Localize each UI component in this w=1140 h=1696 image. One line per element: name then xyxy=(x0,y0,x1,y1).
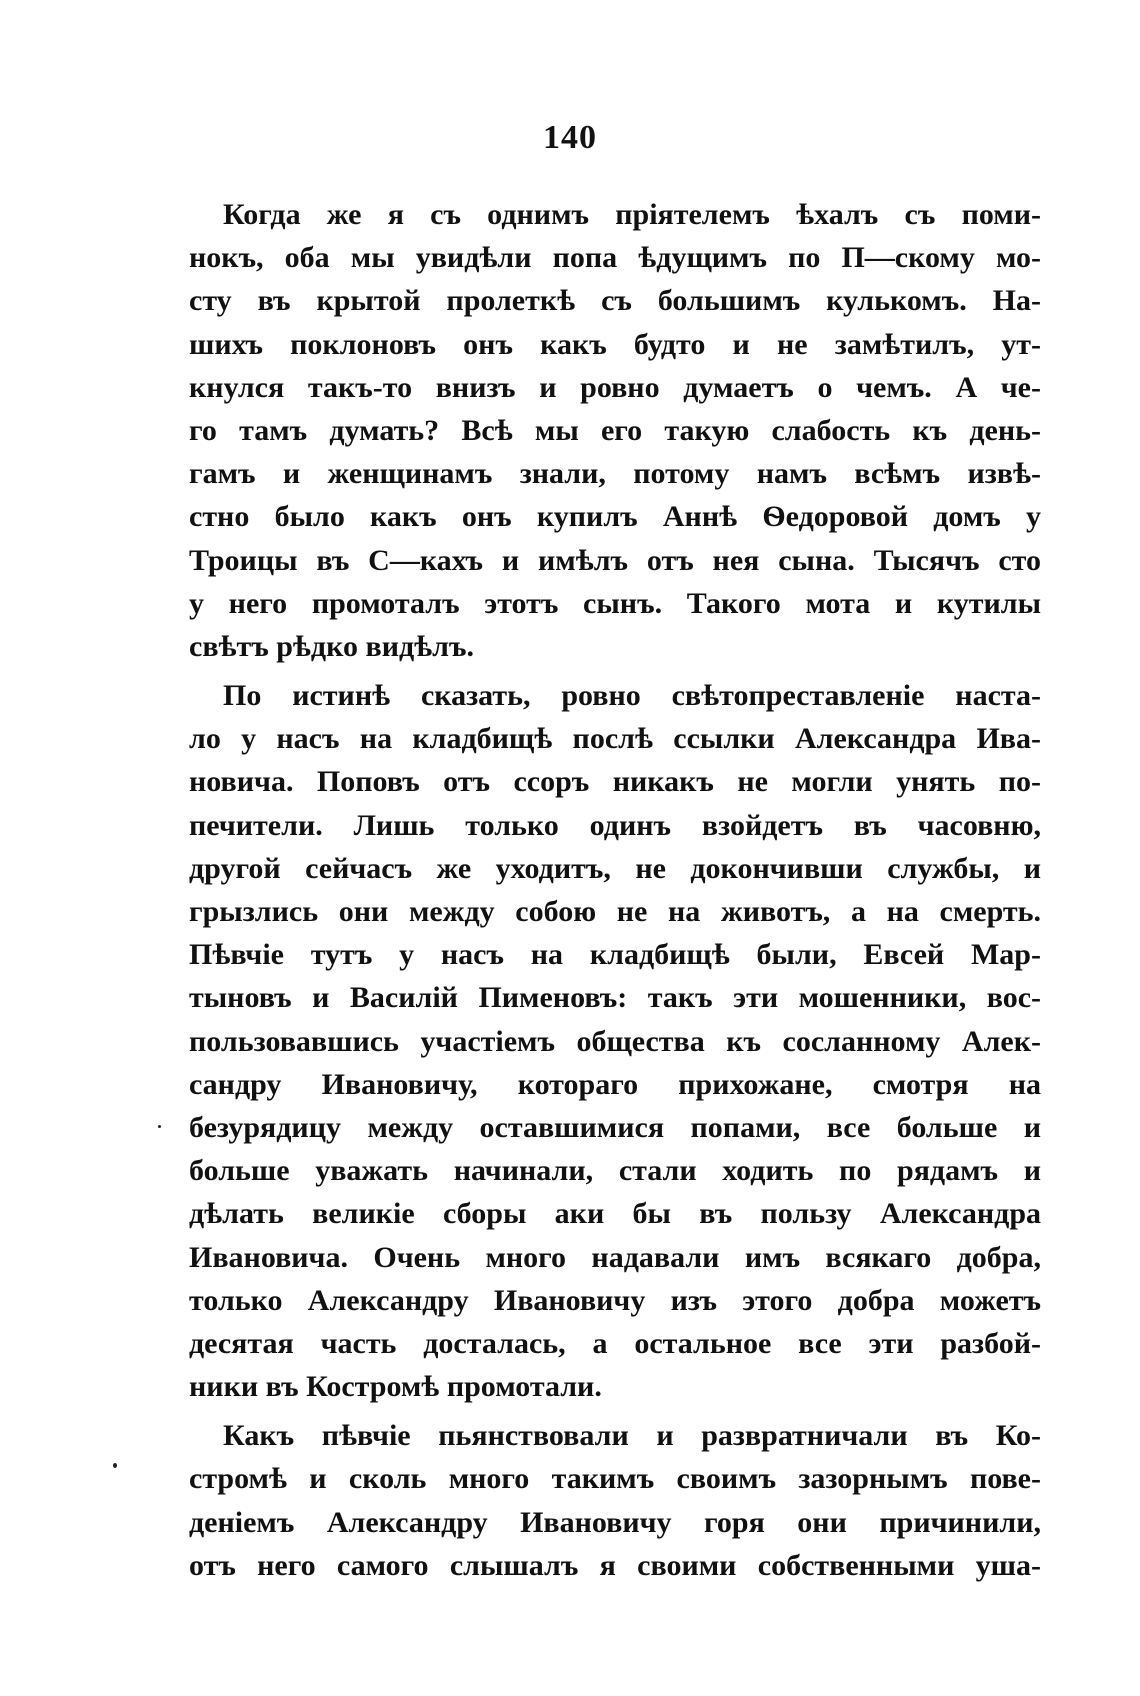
text-line: дѣлать великіе сборы аки бы въ пользу Александра xyxy=(189,1197,1041,1231)
text-line: больше уважать начинали, стали ходить по рядамъ и xyxy=(189,1154,1041,1188)
text-line: нокъ, оба мы увидѣли попа ѣдущимъ по П—скому мо- xyxy=(189,241,1041,275)
text-line: гамъ и женщинамъ знали, потому намъ всѣмъ извѣ- xyxy=(189,457,1041,491)
text-line: деніемъ Александру Ивановичу горя они причинили, xyxy=(189,1505,1041,1539)
text-line: кнулся такъ-то внизъ и ровно думаетъ о чемъ. А че- xyxy=(189,370,1041,404)
body-text xyxy=(189,193,1041,1593)
text-line: безурядицу между оставшимися попами, все больше и xyxy=(189,1110,1041,1144)
text-line: новича. Поповъ отъ ссоръ никакъ не могли унять по- xyxy=(189,765,1041,799)
print-speck xyxy=(158,1125,161,1128)
text-line: стно было какъ онъ купилъ Аннѣ Ѳедоровой домъ у xyxy=(189,500,1041,534)
print-speck xyxy=(113,1463,117,1468)
text-line: Пѣвчіе тутъ у насъ на кладбищѣ были, Евсей Мар- xyxy=(189,938,1041,972)
paragraph-2 xyxy=(189,674,1041,1408)
text-line: печители. Лишь только одинъ взойдетъ въ часовню, xyxy=(189,808,1041,842)
text-line: По истинѣ сказать, ровно свѣтопреставленіе наста- xyxy=(223,679,1041,713)
text-line: сту въ крытой пролеткѣ съ большимъ кулькомъ. На- xyxy=(189,284,1041,318)
text-line: только Александру Ивановичу изъ этого добра можетъ xyxy=(189,1283,1041,1317)
text-line: го тамъ думать? Всѣ мы его такую слабость къ день- xyxy=(189,413,1041,447)
text-line: грызлись они между собою не на животъ, а на смерть. xyxy=(189,895,1041,928)
text-line: десятая часть досталась, а остальное все эти разбой- xyxy=(189,1326,1041,1360)
text-line: Троицы въ С—кахъ и имѣлъ отъ нея сына. Тысячъ сто xyxy=(189,543,1041,577)
text-line: у него промоталъ этотъ сынъ. Такого мота и кутилы xyxy=(189,586,1041,620)
paragraph-1 xyxy=(189,193,1041,668)
page-number: 140 xyxy=(543,119,597,156)
text-line: сандру Ивановичу, котораго прихожане, смотря на xyxy=(189,1067,1041,1101)
text-line: другой сейчасъ же уходитъ, не докончивши службы, и xyxy=(189,851,1041,885)
text-line: ло у насъ на кладбищѣ послѣ ссылки Александра Ива- xyxy=(189,722,1041,756)
text-line: стромѣ и сколь много такимъ своимъ зазорнымъ пове- xyxy=(189,1462,1041,1496)
paragraph-3 xyxy=(189,1414,1041,1587)
text-line: Ивановича. Очень много надавали имъ всякаго добра, xyxy=(189,1240,1041,1274)
text-line: свѣтъ рѣдко видѣлъ. xyxy=(189,629,474,663)
text-line: ники въ Костромѣ промотали. xyxy=(189,1370,602,1404)
text-line: тыновъ и Василій Пименовъ: такъ эти мошенники, вос- xyxy=(189,981,1041,1015)
text-line: Когда же я съ однимъ пріятелемъ ѣхалъ съ поми- xyxy=(223,198,1041,231)
text-line: отъ него самого слышалъ я своими собственными уша- xyxy=(189,1548,1041,1582)
text-line: шихъ поклоновъ онъ какъ будто и не замѣтилъ, ут- xyxy=(189,327,1041,361)
text-line: Какъ пѣвчіе пьянствовали и развратничали въ Ко- xyxy=(223,1419,1041,1453)
text-line: пользовавшись участіемъ общества къ сосланному Алек- xyxy=(189,1024,1041,1058)
